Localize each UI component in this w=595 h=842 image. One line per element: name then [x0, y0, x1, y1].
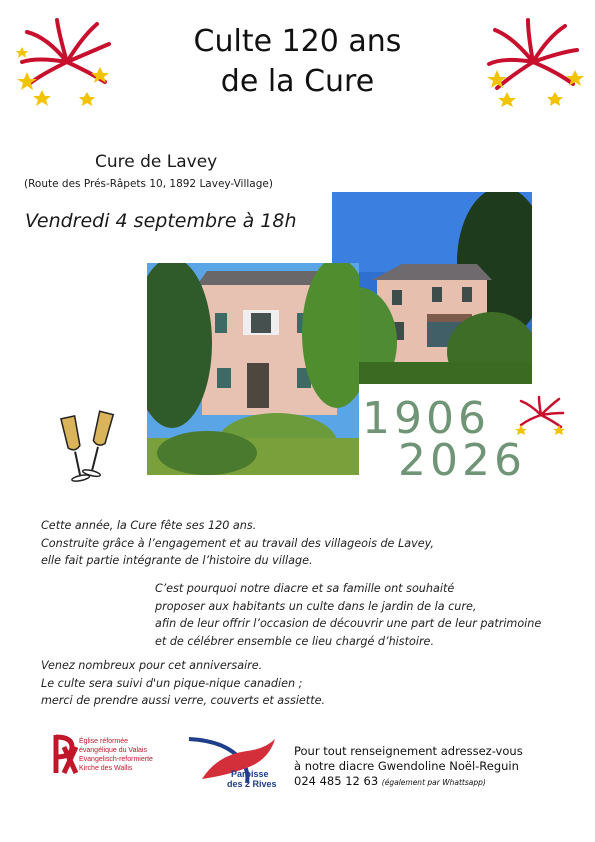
text-line: Le culte sera suivi d'un pique-nique canadien ;	[41, 676, 303, 690]
paragraph-intro	[41, 517, 434, 570]
paroisse-logo-icon	[187, 733, 279, 789]
venue-name: Cure de Lavey	[95, 152, 218, 172]
text-line: proposer aux habitants un culte dans le jardin de la cure,	[155, 599, 477, 613]
paragraph-purpose	[155, 580, 541, 650]
paragraph-invite	[41, 657, 325, 710]
text-line: elle fait partie intégrante de l’histoire du village.	[41, 554, 313, 568]
contact-phone-note: (également par Whattsapp)	[381, 778, 486, 787]
erev-line: Kirche des Wallis	[79, 765, 133, 772]
house-photo-left	[147, 263, 359, 475]
text-line: merci de prendre aussi verre, couverts et assiette.	[41, 694, 326, 708]
text-line: afin de leur offrir l’occasion de découvrir une part de leur patrimoine	[155, 617, 542, 631]
erev-logo-icon	[50, 733, 78, 775]
erev-line: évangélique du Valais	[79, 747, 147, 754]
erev-line: Église réformée	[79, 738, 129, 745]
text-line: Venez nombreux pour cet anniversaire.	[41, 659, 263, 672]
text-line: et de célébrer ensemble ce lieu chargé d’histoire.	[155, 634, 434, 648]
text-line: Construite grâce à l’engagement et au travail des villageois de Lavey,	[41, 536, 434, 550]
paroisse-line2: des 2 Rives	[227, 779, 277, 789]
contact-line-2: à notre diacre Gwendoline Noël-Reguin	[294, 759, 519, 773]
venue-address: (Route des Prés-Râpets 10, 1892 Lavey-Village)	[24, 178, 273, 190]
contact-info	[294, 744, 523, 790]
title-line-2: de la Cure	[220, 64, 375, 99]
year-start: 1906	[362, 393, 490, 444]
event-date: Vendredi 4 septembre à 18h	[25, 210, 297, 232]
fireworks-small-icon	[515, 395, 567, 435]
text-line: C’est pourquoi notre diacre et sa famille ont souhaité	[155, 582, 455, 595]
text-line: Cette année, la Cure fête ses 120 ans.	[41, 519, 257, 532]
title-line-1: Culte 120 ans	[193, 24, 402, 59]
year-end: 2026	[398, 435, 526, 486]
erev-line: Evangelisch-reformierte	[79, 756, 153, 763]
fireworks-right-icon	[485, 12, 585, 107]
fireworks-left-icon	[12, 12, 112, 107]
house-photo-right	[332, 192, 532, 384]
contact-line-1: Pour tout renseignement adressez-vous	[294, 744, 523, 758]
champagne-glasses-icon	[48, 406, 128, 490]
erev-logo-text	[79, 737, 153, 773]
paroisse-line1: Paroisse	[231, 769, 269, 779]
contact-phone: 024 485 12 63	[294, 774, 379, 788]
